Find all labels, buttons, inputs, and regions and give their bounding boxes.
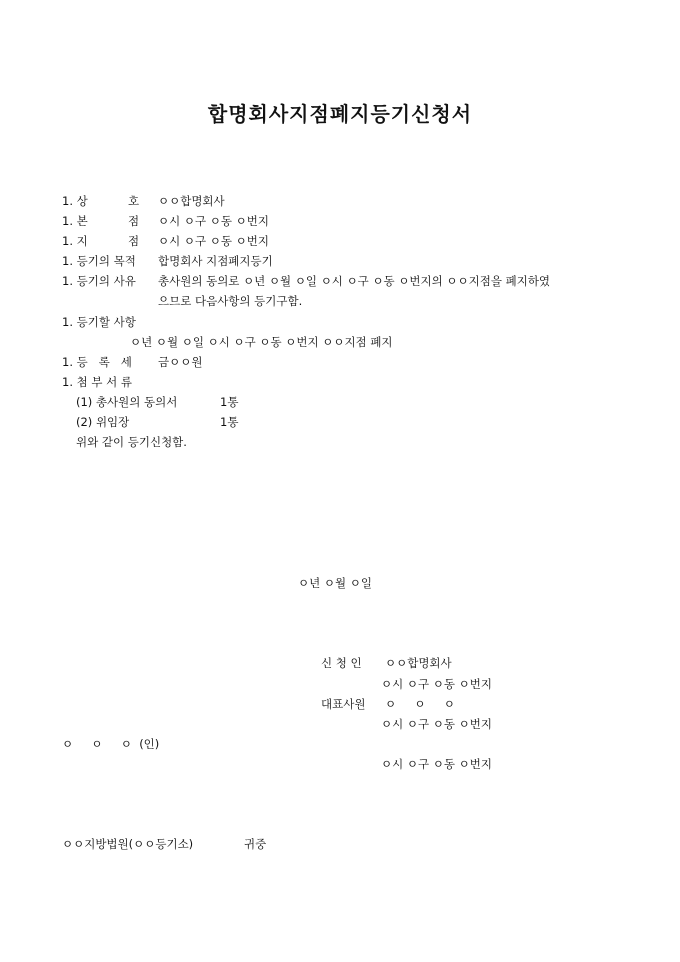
tax-value: 금ㅇㅇ원	[158, 355, 203, 369]
closing-statement: 위와 같이 등기신청함.	[76, 435, 187, 449]
trade-name-value: ㅇㅇ합명회사	[158, 194, 225, 208]
branch-label: 1. 지 점	[62, 234, 140, 248]
reason-value-line1: 총사원의 동의로 ㅇ년 ㅇ월 ㅇ일 ㅇ시 ㅇ구 ㅇ동 ㅇ번지의 ㅇㅇ지점을 폐지하였	[158, 274, 551, 288]
attachment-name: (2) 위임장	[76, 415, 130, 429]
representative-label: 대표사원	[321, 697, 366, 711]
agent-address: ㅇ시 ㅇ구 ㅇ동 ㅇ번지	[381, 757, 492, 771]
purpose-value: 합명회사 지점폐지등기	[158, 254, 273, 268]
court-name: ㅇㅇ지방법원(ㅇㅇ등기소)	[62, 837, 194, 851]
attachment-count: 1통	[220, 395, 239, 409]
matters-value: ㅇ년 ㅇ월 ㅇ일 ㅇ시 ㅇ구 ㅇ동 ㅇ번지 ㅇㅇ지점 폐지	[130, 335, 393, 349]
representative-name: ㅇ ㅇ ㅇ	[385, 697, 455, 711]
agent-name-seal: ㅇ ㅇ ㅇ (인)	[62, 737, 160, 751]
document-title: 합명회사지점폐지등기신청서	[207, 102, 473, 126]
head-office-value: ㅇ시 ㅇ구 ㅇ동 ㅇ번지	[158, 214, 269, 228]
representative-address: ㅇ시 ㅇ구 ㅇ동 ㅇ번지	[381, 717, 492, 731]
reason-label: 1. 등기의 사유	[62, 274, 136, 288]
reason-value-line2: 으므로 다음사항의 등기구함.	[158, 294, 303, 308]
applicant-name: ㅇㅇ합명회사	[385, 656, 452, 670]
applicant-label: 신 청 인	[321, 656, 362, 670]
attachment-count: 1통	[220, 415, 239, 429]
tax-label: 1. 등 록 세	[62, 355, 132, 369]
applicant-address: ㅇ시 ㅇ구 ㅇ동 ㅇ번지	[381, 677, 492, 691]
court-suffix: 귀중	[244, 837, 267, 851]
filing-date: ㅇ년 ㅇ월 ㅇ일	[298, 576, 372, 590]
purpose-label: 1. 등기의 목적	[62, 254, 136, 268]
branch-value: ㅇ시 ㅇ구 ㅇ동 ㅇ번지	[158, 234, 269, 248]
trade-name-label: 1. 상 호	[62, 194, 140, 208]
attachment-name: (1) 총사원의 동의서	[76, 395, 178, 409]
attachments-label: 1. 첨 부 서 류	[62, 375, 133, 389]
head-office-label: 1. 본 점	[62, 214, 140, 228]
matters-label: 1. 등기할 사항	[62, 315, 136, 329]
